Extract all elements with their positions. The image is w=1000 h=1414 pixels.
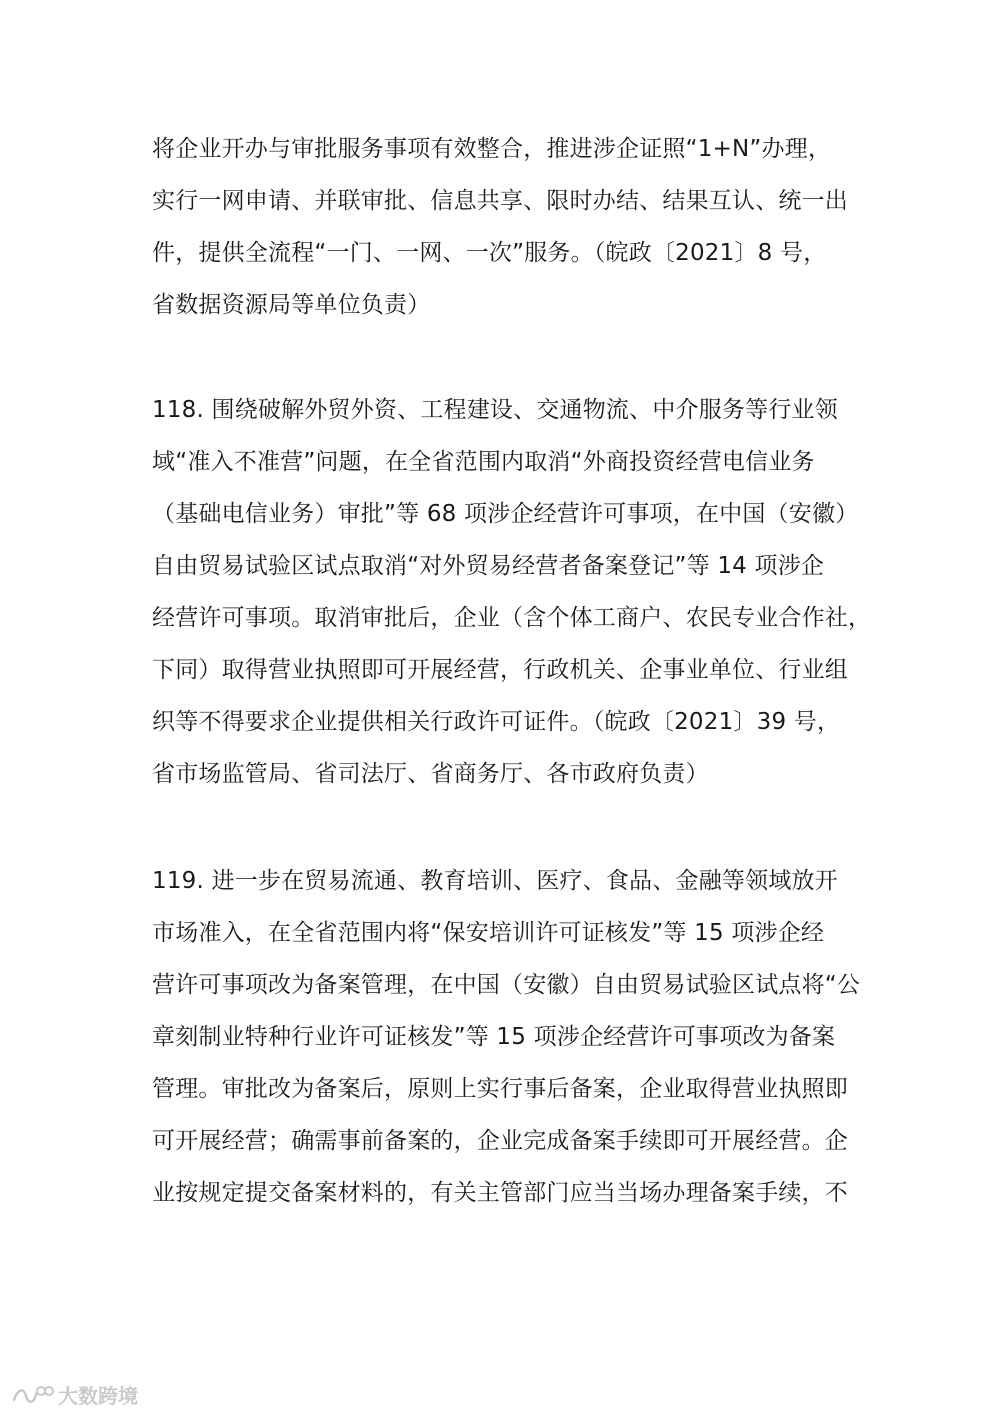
text-line: 件，提供全流程“一门、一网、一次”服务。（皖政〔2021〕8 号， (152, 240, 827, 266)
text-line: 可开展经营；确需事前备案的，企业完成备案手续即可开展经营。企 (152, 1128, 848, 1154)
text-line: 将企业开办与审批服务事项有效整合，推进涉企证照“1+N”办理， (152, 136, 832, 162)
text-line: 118. 围绕破解外贸外资、工程建设、交通物流、中介服务等行业领 (152, 397, 838, 423)
text-line: 章刻制业特种行业许可证核发”等 15 项涉企经营许可事项改为备案 (152, 1024, 836, 1050)
watermark (10, 1380, 138, 1409)
text-line: 织等不得要求企业提供相关行政许可证件。（皖政〔2021〕39 号， (152, 709, 841, 735)
text-line: 市场准入，在全省范围内将“保安培训许可证核发”等 15 项涉企经 (152, 920, 825, 946)
text-line: 119. 进一步在贸易流通、教育培训、医疗、食品、金融等领域放开 (152, 868, 838, 894)
text-line: 营许可事项改为备案管理，在中国（安徽）自由贸易试验区试点将“公 (152, 972, 861, 998)
text-line: 省市场监管局、省司法厅、省商务厅、各市政府负责） (152, 761, 709, 787)
dashuju-logo-icon (10, 1382, 54, 1408)
text-line: 实行一网申请、并联审批、信息共享、限时办结、结果互认、统一出 (152, 188, 848, 214)
text-line: 域“准入不准营”问题，在全省范围内取消“外商投资经营电信业务 (152, 449, 815, 475)
watermark-text: 大数跨境 (58, 1384, 138, 1408)
text-line: 管理。审批改为备案后，原则上实行事后备案，企业取得营业执照即 (152, 1076, 848, 1102)
text-line: （基础电信业务）审批”等 68 项涉企经营许可事项，在中国（安徽） (152, 501, 859, 527)
text-line: 业按规定提交备案材料的，有关主管部门应当当场办理备案手续，不 (152, 1180, 848, 1206)
text-line: 省数据资源局等单位负责） (152, 292, 431, 318)
text-line: 下同）取得营业执照即可开展经营，行政机关、企事业单位、行业组 (152, 657, 848, 683)
text-line: 经营许可事项。取消审批后，企业（含个体工商户、农民专业合作社， (152, 605, 872, 631)
text-line: 自由贸易试验区试点取消“对外贸易经营者备案登记”等 14 项涉企 (152, 553, 825, 579)
